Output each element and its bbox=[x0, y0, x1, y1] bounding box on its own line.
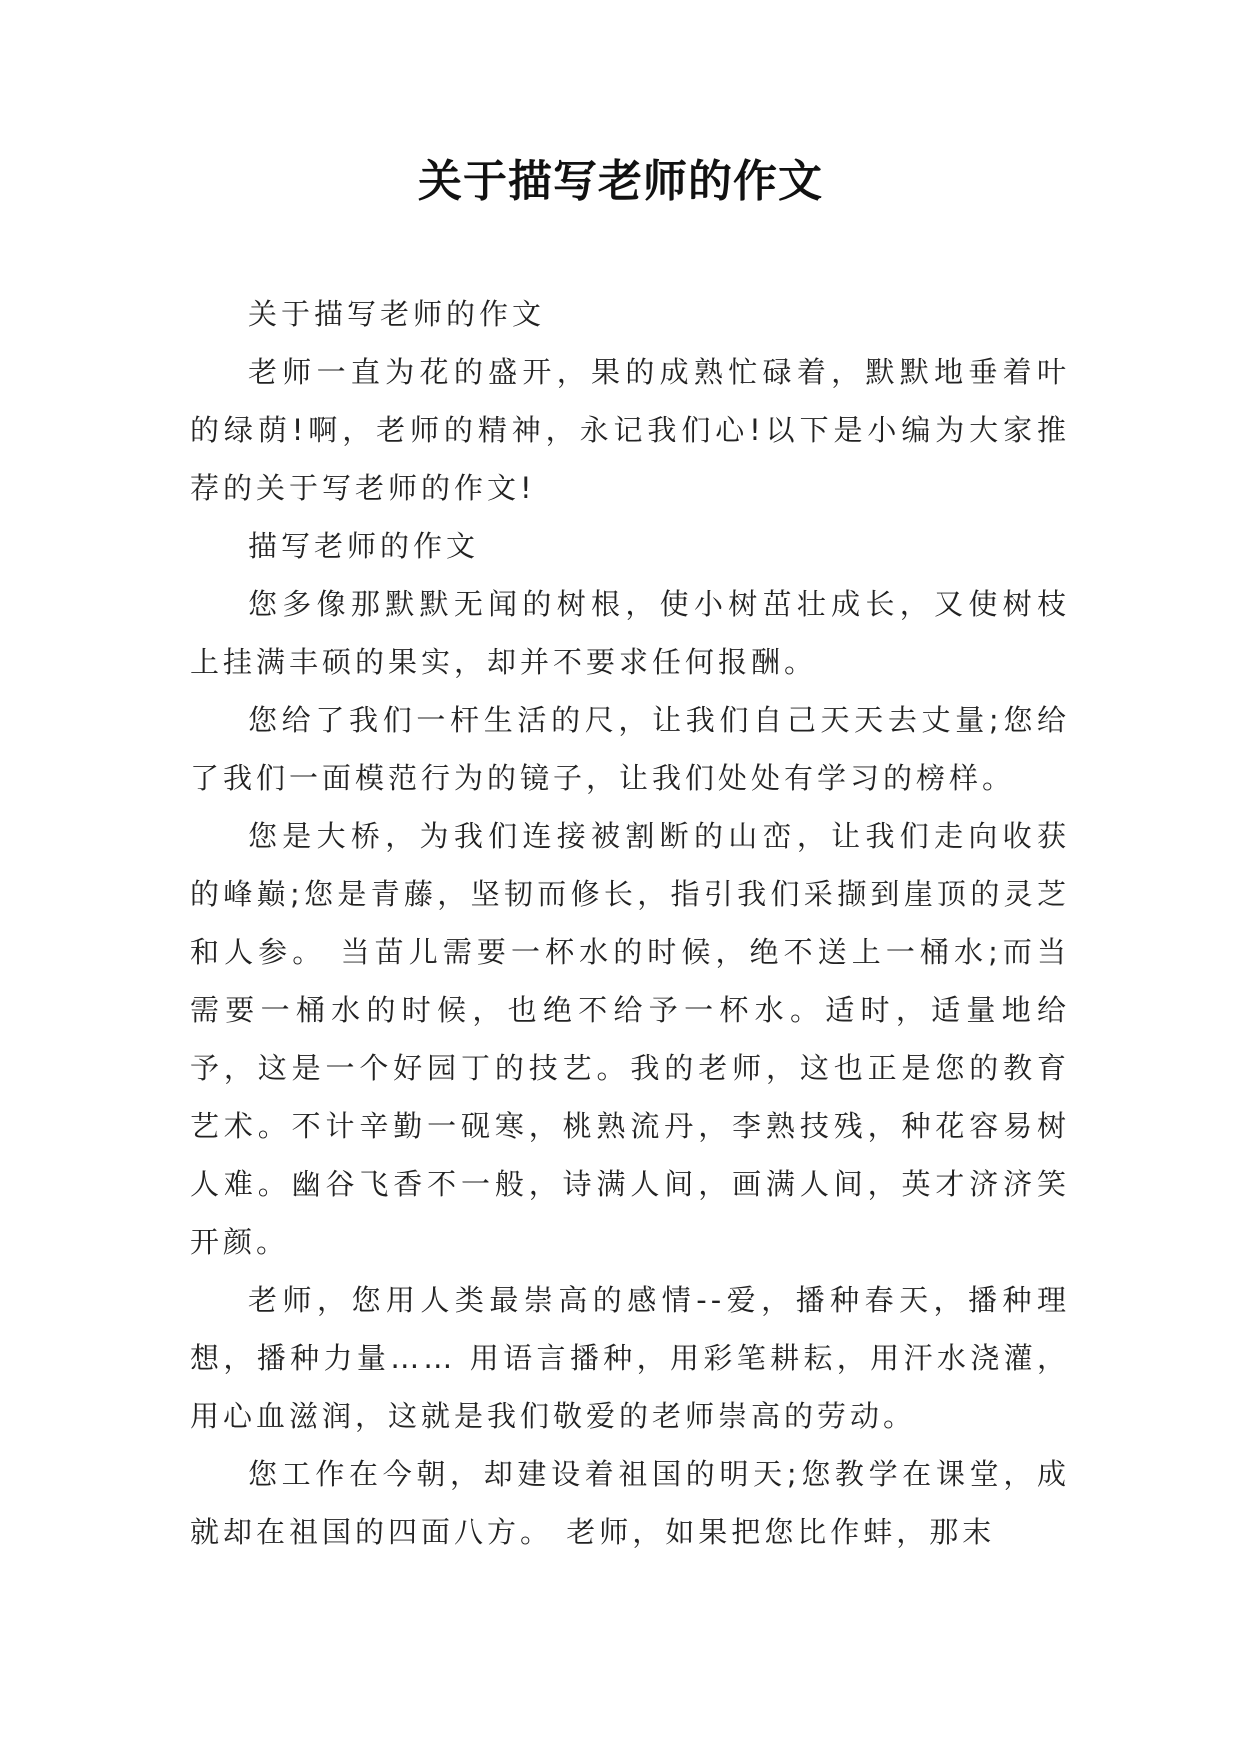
paragraph-tree-roots: 您多像那默默无闻的树根，使小树茁壮成长，又使树枝上挂满丰硕的果实，却并不要求任何报酬。 bbox=[190, 587, 1070, 679]
paragraph-work-today: 您工作在今朝，却建设着祖国的明天;您教学在课堂，成就却在祖国的四面八方。 老师，如果把您比作蚌，那末 bbox=[190, 1457, 1070, 1549]
paragraph-love-sowing: 老师，您用人类最崇高的感情--爱，播种春天，播种理想，播种力量…… 用语言播种，用彩笔耕耘，用汗水浇灌，用心血滋润，这就是我们敬爱的老师崇高的劳动。 bbox=[190, 1283, 1070, 1433]
paragraph-subtitle: 关于描写老师的作文 bbox=[248, 297, 546, 331]
paragraph-section-heading: 描写老师的作文 bbox=[248, 529, 480, 563]
paragraph-intro: 老师一直为花的盛开，果的成熟忙碌着，默默地垂着叶的绿荫!啊，老师的精神，永记我们心!以下是小编为大家推荐的关于写老师的作文! bbox=[190, 355, 1070, 505]
paragraph-bridge-vine: 您是大桥，为我们连接被割断的山峦，让我们走向收获的峰巅;您是青藤，坚韧而修长，指引我们采撷到崖顶的灵芝和人参。 当苗儿需要一杯水的时候，绝不送上一桶水;而当需要一桶水的时候，也绝不给予一杯水。适时，适量地给予，这是一个好园丁的技艺。我的老师，这也正是您的教育艺术。不计辛勤一砚寒，桃熟流丹，李熟技残，种花容易树人难。幽谷飞香不一般，诗满人间，画满人间，英才济济笑开颜。 bbox=[190, 819, 1070, 1259]
document-title: 关于描写老师的作文 bbox=[418, 156, 823, 207]
document-body bbox=[190, 285, 1070, 1561]
paragraph-ruler-mirror: 您给了我们一杆生活的尺，让我们自己天天去丈量;您给了我们一面模范行为的镜子，让我们处处有学习的榜样。 bbox=[190, 703, 1070, 795]
